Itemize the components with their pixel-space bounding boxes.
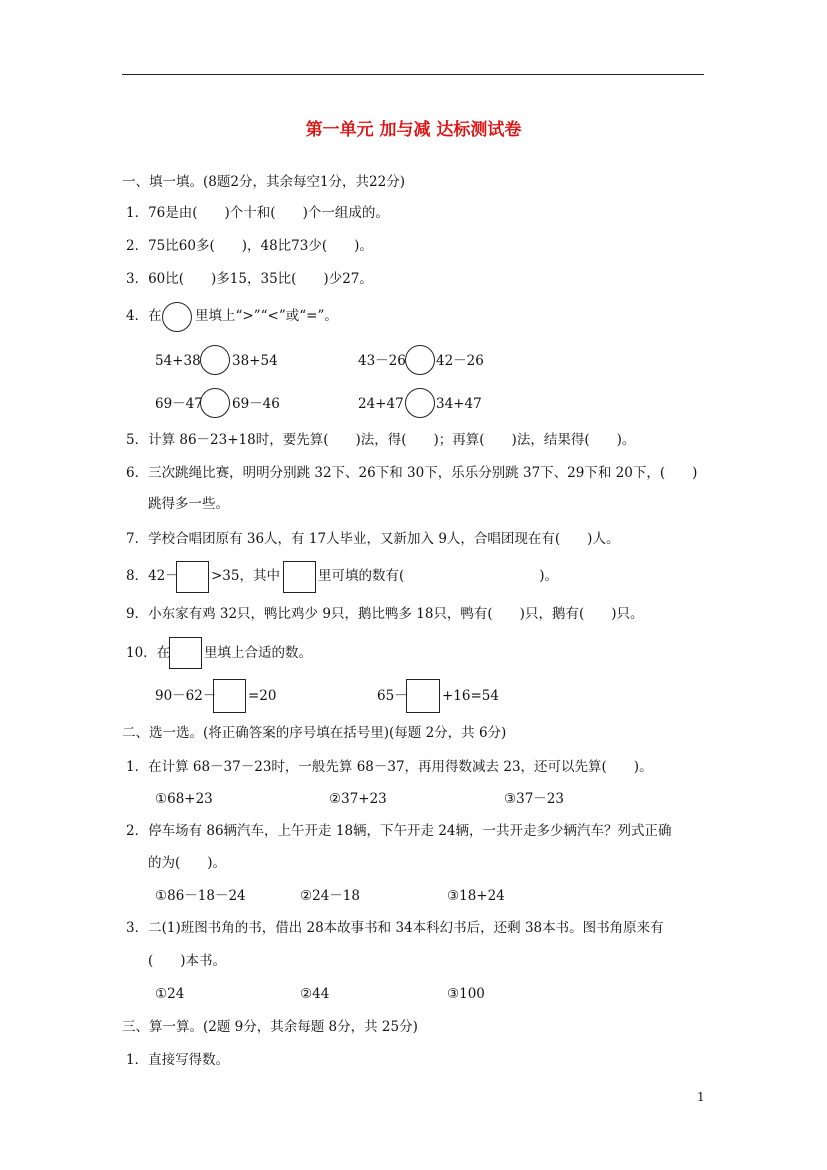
- answer-box-8a[interactable]: [176, 561, 209, 593]
- question-1-8-prefix: 8．42－: [126, 568, 179, 584]
- question-2-1-option-3: ③37－23: [504, 791, 564, 807]
- question-1-6-line2: 跳得多一些。: [148, 496, 229, 512]
- section2-heading: 二、选一选。(将正确答案的序号填在括号里)(每题 2分，共 6分): [122, 725, 507, 741]
- answer-box-10a[interactable]: [213, 679, 246, 713]
- question-1-8-suffix: 里可填的数有( )。: [318, 568, 559, 584]
- question-1-2: 2．75比60多( )，48比73少( )。: [126, 238, 373, 254]
- question-2-1: 1．在计算 68－37－23时，一般先算 68－37，再用得数减去 23，还可以先算( )。: [126, 759, 653, 775]
- compare-a-right: 38+54: [232, 353, 278, 369]
- question-2-2-line1: 2．停车场有 86辆汽车，上午开走 18辆，下午开走 24辆，一共开走多少辆汽车？列式正确: [126, 823, 672, 839]
- question-2-3-line2: ( )本书。: [148, 953, 227, 969]
- answer-circle-d[interactable]: [405, 388, 435, 418]
- question-1-10-suffix: 里填上合适的数。: [204, 645, 312, 661]
- question-1-3: 3．60比( )多15，35比( )少27。: [126, 271, 373, 287]
- compare-d-left: 24+47: [358, 396, 404, 412]
- question-2-1-option-2: ②37+23: [329, 791, 387, 807]
- question-2-3-line1: 3．二(1)班图书角的书，借出 28本故事书和 34本科幻书后，还剩 38本书。图书角原来有: [126, 920, 664, 936]
- answer-box-example: [169, 637, 202, 669]
- question-2-2-line2: 的为( )。: [148, 855, 227, 871]
- question-2-2-option-3: ③18+24: [447, 888, 505, 904]
- compare-c-right: 69－46: [232, 396, 280, 412]
- question-1-5: 5．计算 86－23+18时，要先算( )法，得( )；再算( )法，结果得( )。: [126, 432, 636, 448]
- header-rule: [122, 74, 704, 75]
- question-2-2-option-1: ①86－18－24: [155, 888, 246, 904]
- section3-heading: 三、算一算。(2题 9分，其余每题 8分，共 25分): [122, 1019, 418, 1035]
- question-1-4-suffix: 里填上“>”“<”或“=”。: [195, 308, 338, 324]
- question-1-8-mid: >35，其中: [211, 568, 280, 584]
- answer-circle-a[interactable]: [200, 345, 230, 375]
- question-1-6-line1: 6．三次跳绳比赛，明明分别跳 32下、26下和 30下，乐乐分别跳 37下、29下和 20下，( ): [126, 465, 698, 481]
- compare-a-left: 54+38: [155, 353, 201, 369]
- answer-circle-c[interactable]: [200, 388, 230, 418]
- question-2-1-option-1: ①68+23: [155, 791, 213, 807]
- fill-a-right: =20: [248, 688, 277, 704]
- compare-b-right: 42－26: [436, 353, 484, 369]
- question-2-3-option-3: ③100: [447, 986, 485, 1002]
- answer-box-10b[interactable]: [406, 679, 440, 713]
- fill-b-right: +16=54: [442, 688, 499, 704]
- question-1-4-prefix: 4．在: [126, 308, 162, 324]
- question-1-7: 7．学校合唱团原有 36人，有 17人毕业，又新加入 9人，合唱团现在有( )人。: [126, 531, 620, 547]
- compare-c-left: 69－47: [155, 396, 203, 412]
- page-number: 1: [697, 1090, 705, 1104]
- answer-circle-b[interactable]: [405, 345, 435, 375]
- question-2-2-option-2: ②24－18: [300, 888, 360, 904]
- fill-b-left: 65－: [377, 688, 408, 704]
- fill-a-left: 90－62－: [155, 688, 217, 704]
- question-3-1: 1．直接写得数。: [126, 1052, 230, 1068]
- answer-box-8b[interactable]: [283, 561, 316, 593]
- answer-circle-example: [162, 302, 192, 332]
- compare-b-left: 43－26: [358, 353, 406, 369]
- question-2-3-option-1: ①24: [155, 986, 185, 1002]
- page-title: 第一单元 加与减 达标测试卷: [305, 120, 522, 140]
- question-1-10-prefix: 10．在: [126, 645, 171, 661]
- section1-heading: 一、填一填。(8题2分，其余每空1分，共22分): [122, 174, 405, 190]
- question-2-3-option-2: ②44: [300, 986, 330, 1002]
- compare-d-right: 34+47: [436, 396, 482, 412]
- question-1-1: 1．76是由( )个十和( )个一组成的。: [126, 205, 389, 221]
- question-1-9: 9．小东家有鸡 32只，鸭比鸡少 9只，鹅比鸭多 18只，鸭有( )只，鹅有( )只。: [126, 606, 644, 622]
